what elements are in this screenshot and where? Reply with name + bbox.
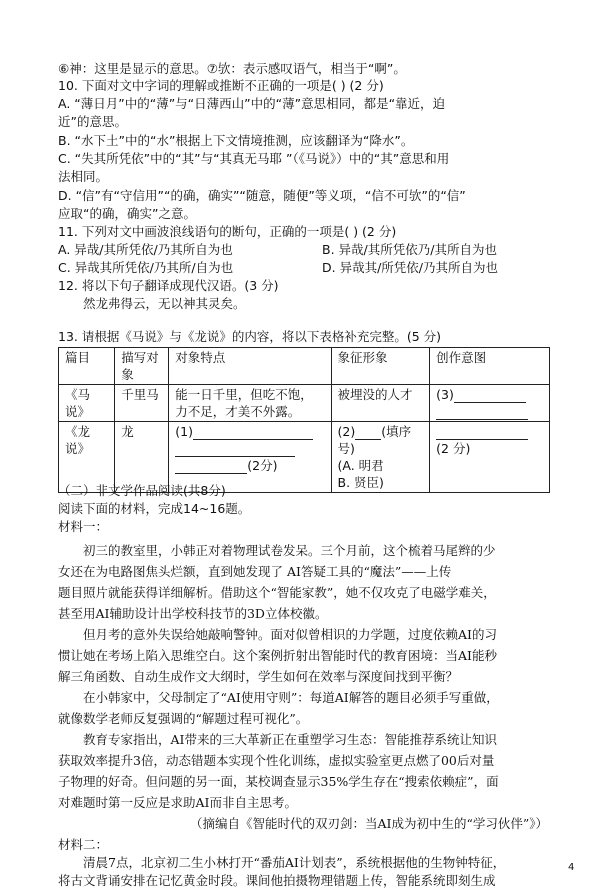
question-13: 13. 请根据《马说》与《龙说》的内容，将以下表格补充完整。(5 分) xyxy=(58,329,442,344)
header-cell: 篇目 xyxy=(59,348,115,385)
option-c-cont: 法相同。 xyxy=(58,169,109,184)
paragraph-line: 女还在为电路图焦头烂额，直到她发现了 AI答疑工具的“魔法”——上传 xyxy=(58,564,452,579)
header-cell: 创作意图 xyxy=(430,348,550,385)
answer-blank[interactable] xyxy=(193,427,313,440)
answer-blank[interactable] xyxy=(175,444,295,457)
paragraph-line: 甚至用AI辅助设计出学校科技节的3D立体校徽。 xyxy=(58,606,328,621)
table-cell: 被埋没的人才 xyxy=(331,385,430,422)
score-label: (2分) xyxy=(247,458,278,473)
instruction: 阅读下面的材料，完成14~16题。 xyxy=(58,501,251,516)
q11-option-b: B. 异哉/其所凭依乃/其所自为也 xyxy=(322,242,497,257)
option-d: D. “信”有“守信用”“的确，确实”“随意，随便”等义项，“信不可欤”的“信” xyxy=(58,188,466,203)
paragraph-line: 子物理的好奇。但问题的另一面，某校调查显示35%学生存在“搜索依赖症”，面 xyxy=(58,774,499,789)
header-cell: 对象特点 xyxy=(169,348,331,385)
material-label: 材料一： xyxy=(58,519,109,534)
blank-label: (2) xyxy=(337,424,356,439)
section-heading: （二）非文学作品阅读(共8分) xyxy=(58,483,226,498)
answer-blank[interactable] xyxy=(436,407,528,420)
blank-label: (3) xyxy=(436,387,454,402)
answer-blank[interactable] xyxy=(454,390,526,403)
option-a-cont: 近”的意思。 xyxy=(58,114,127,129)
answer-blank[interactable] xyxy=(175,461,247,474)
paragraph-line: 初三的教室里，小韩正对着物理试卷发呆。三个月前，这个梳着马尾辫的少 xyxy=(83,543,496,558)
paragraph-line: 教育专家指出，AI带来的三大革新正在重塑学习生态：智能推荐系统让知识 xyxy=(83,732,497,747)
table-row xyxy=(59,385,550,422)
paragraph-line: 在小韩家中，父母制定了“AI使用守则”：每道AI解答的题目必须手写重做， xyxy=(83,690,499,705)
note-line: ⑥神：这里是显示的意思。⑦欤：表示感叹语气，相当于“啊”。 xyxy=(58,61,406,76)
question-12-sentence: 然龙弗得云，无以神其灵矣。 xyxy=(83,296,246,311)
table-cell: 千里马 xyxy=(115,385,169,422)
paragraph-line: 但月考的意外失误给她敲响警钟。面对似曾相识的力学题，过度依赖AI的习 xyxy=(83,627,497,642)
q11-option-d: D. 异哉其/所凭依/乃其所自为也 xyxy=(322,260,498,275)
table-cell: 龙 xyxy=(115,422,169,493)
header-cell: 象征形象 xyxy=(331,348,430,385)
page-number: 4 xyxy=(568,862,575,873)
paragraph-line: 解三角函数、自动生成作文大纲时，学生如何在效率与深度间找到平衡？ xyxy=(58,669,459,684)
paragraph-line: 清晨7点，北京初二生小林打开“番茄AI计划表”，系统根据他的生物钟特征， xyxy=(83,855,506,870)
paragraph-line: 就像数学老师反复强调的“解题过程可视化”。 xyxy=(58,711,309,726)
paragraph-line: 获取效率提升3倍，动态错题本实现个性化训练，虚拟实验室更点燃了00后对量 xyxy=(58,753,495,768)
option-b: B. “水下土”中的“水”根据上下文情境推测，应该翻译为“降水”。 xyxy=(58,133,414,148)
paragraph-line: 惯让她在考场上陷入思维空白。这个案例折射出智能时代的教育困境：当AI能秒 xyxy=(58,648,497,663)
option-a: A. “薄日月”中的“薄”与“日薄西山”中的“薄”意思相同，都是“靠近，迫 xyxy=(58,96,446,111)
answer-blank[interactable] xyxy=(436,427,528,440)
option-c: C. “失其所凭依”中的“其”与“其真无马耶 ”（《马说》）中的“其”意思和用 xyxy=(58,151,450,166)
option-label: B. 贤臣) xyxy=(337,475,384,490)
question-11: 11. 下列对文中画波浪线语句的断句，正确的一项是( ) (2 分) xyxy=(58,224,397,239)
header-cell: 描写对象 xyxy=(115,348,169,385)
question-10: 10. 下面对文中字词的理解或推断不正确的一项是( ) (2 分) xyxy=(58,78,384,93)
material-label: 材料二： xyxy=(58,837,109,852)
score-label: (2 分) xyxy=(436,441,471,456)
q11-option-c: C. 异哉其所凭依/乃其所/自为也 xyxy=(58,260,234,275)
answer-blank[interactable] xyxy=(355,427,381,440)
question-12: 12. 将以下句子翻译成现代汉语。(3 分) xyxy=(58,278,279,293)
q13-table xyxy=(58,347,550,493)
table-cell xyxy=(430,385,550,422)
table-cell: 《龙说》 xyxy=(59,422,115,493)
paragraph-line: 将古文背诵安排在记忆黄金时段。课间他拍摄物理错题上传，智能系统即刻生成 xyxy=(58,873,496,888)
table-header-row xyxy=(59,348,550,385)
hint-label: (填序号) xyxy=(337,424,412,456)
option-label: (A. 明君 xyxy=(337,458,384,473)
blank-label: (1) xyxy=(175,424,193,439)
table-cell: 《马说》 xyxy=(59,385,115,422)
paragraph-line: 题目照片就能获得详细解析。借助这个“智能家教”，她不仅攻克了电磁学难关， xyxy=(58,585,496,600)
q11-option-a: A. 异哉/其所凭依/乃其所自为也 xyxy=(58,242,233,257)
option-d-cont: 应取“的确，确实”之意。 xyxy=(58,206,196,221)
paragraph-line: 对难题时第一反应是求助AI而非自主思考。 xyxy=(58,795,297,810)
source-citation: （摘编自《智能时代的双刃剑：当AI成为初中生的“学习伙伴”》） xyxy=(190,816,548,831)
table-cell: 能一日千里，但吃不饱，力不足，才美不外露。 xyxy=(169,385,331,422)
